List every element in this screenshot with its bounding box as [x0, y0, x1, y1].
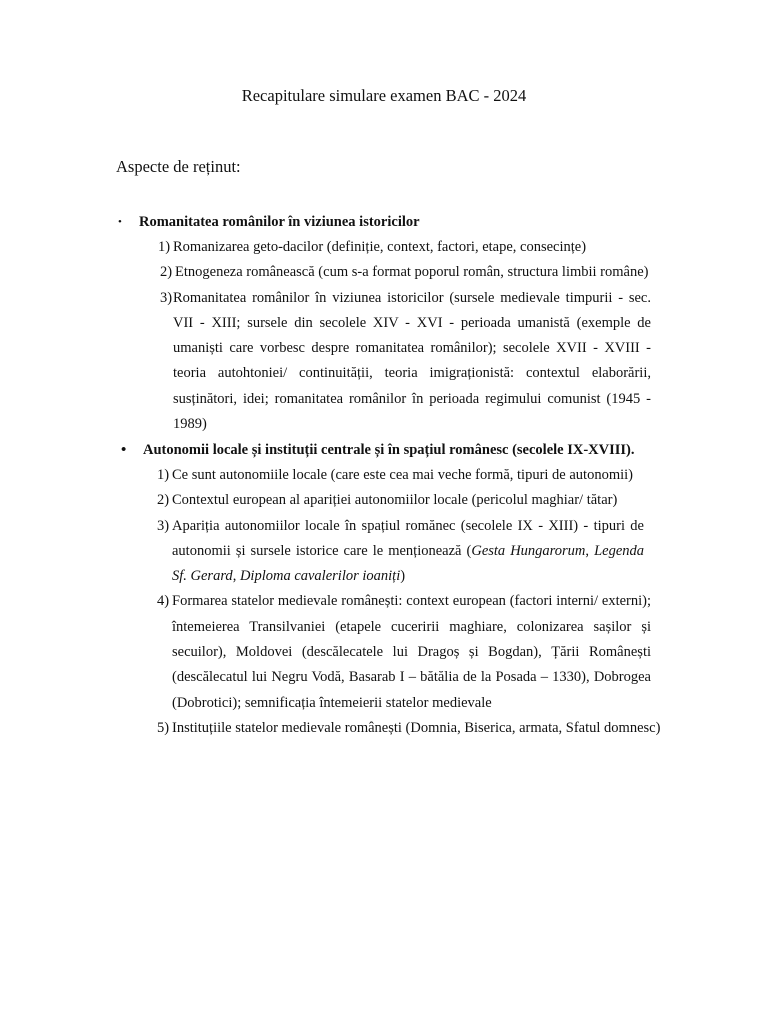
- section-heading: Autonomii locale și instituții centrale și în spațiul românesc (secolele IX-XVIII).: [143, 442, 635, 458]
- item-number: 1): [158, 239, 171, 255]
- section-heading-row: [0, 212, 768, 232]
- list-item: [0, 488, 642, 513]
- item-number: 1): [157, 467, 170, 483]
- item-number: 2): [160, 264, 173, 281]
- bullet-icon: •: [118, 216, 122, 228]
- list-item: [0, 463, 642, 488]
- source-title: Gesta Hungarorum: [471, 542, 586, 559]
- item-number: 5): [157, 719, 170, 736]
- list-item: [0, 286, 651, 438]
- list-item: [0, 235, 621, 260]
- section-items: [0, 235, 768, 437]
- item-text: [172, 514, 644, 590]
- item-text: Formarea statelor medievale românești: context european (factori interni/ externi); întemeierea Transilvaniei (etapele cuceririi maghiare, colonizarea sașilor și secuilor), Moldovei (descălecatele lui Dragoș și Bogdan), Țării Românești (descălecatul lui Negru Vodă, Basarab I – bătălia de la Posada – 1330), Dobrogea (Dobrotici); semnificația întemeierii statelor medievale: [172, 593, 651, 711]
- document-title: Recapitulare simulare examen BAC - 2024: [241, 86, 527, 105]
- source-title: Diploma cavalerilor ioaniți: [239, 568, 401, 585]
- document-subtitle: Aspecte de reținut:: [116, 157, 241, 176]
- list-item: [0, 514, 644, 590]
- bullet-icon: •: [121, 442, 127, 458]
- list-item: [0, 260, 649, 285]
- separator: ,: [585, 542, 595, 559]
- section-heading-row: [0, 440, 768, 460]
- item-number: 3): [157, 517, 170, 534]
- section-heading: Romanitatea românilor în viziunea istoricilor: [139, 214, 420, 230]
- source-title: Legenda Sf. Gerard: [172, 542, 645, 585]
- item-text: Ce sunt autonomiile locale (care este cea mai veche formă, tipuri de autonomii): [172, 467, 633, 483]
- item-number: 4): [157, 593, 170, 610]
- item-text: Romanitatea românilor în viziunea istoricilor (sursele medievale timpurii - sec. VII - XIII; sursele din secolele XIV - XVI - perioada umanistă (exemple de umaniști care vorbesc despre romanitatea românilor); secolele XVII - XVIII - teoria autohtoniei/ continuității, teoria imigraționistă: contextul elaborării, susținători, idei; romanitatea românilor în perioada regimului comunist (1945 - 1989): [173, 289, 651, 433]
- item-text: Romanizarea geto-dacilor (definiție, context, factori, etape, consecințe): [173, 239, 587, 255]
- list-item: [0, 716, 661, 741]
- section-items: [0, 463, 768, 741]
- list-item: [0, 589, 651, 715]
- item-number: 2): [157, 492, 170, 509]
- section-autonomii: [0, 440, 768, 741]
- section-romanitatea: [0, 212, 768, 437]
- item-text-part: Apariția autonomiilor locale în spațiul romănec (secolele IX - XIII) - tipuri de autonomii și sursele istorice care le menționează (: [172, 517, 644, 559]
- item-text: Etnogeneza românească (cum s-a format poporul român, structura limbii române): [175, 264, 649, 281]
- item-text-part: ): [400, 568, 406, 585]
- item-number: 3): [160, 289, 173, 306]
- item-text: Instituțiile statelor medievale românești (Domnia, Biserica, armata, Sfatul domnesc): [172, 719, 661, 736]
- item-text: Contextul european al apariției autonomiilor locale (pericolul maghiar/ tătar): [172, 492, 618, 509]
- separator: ,: [232, 568, 240, 585]
